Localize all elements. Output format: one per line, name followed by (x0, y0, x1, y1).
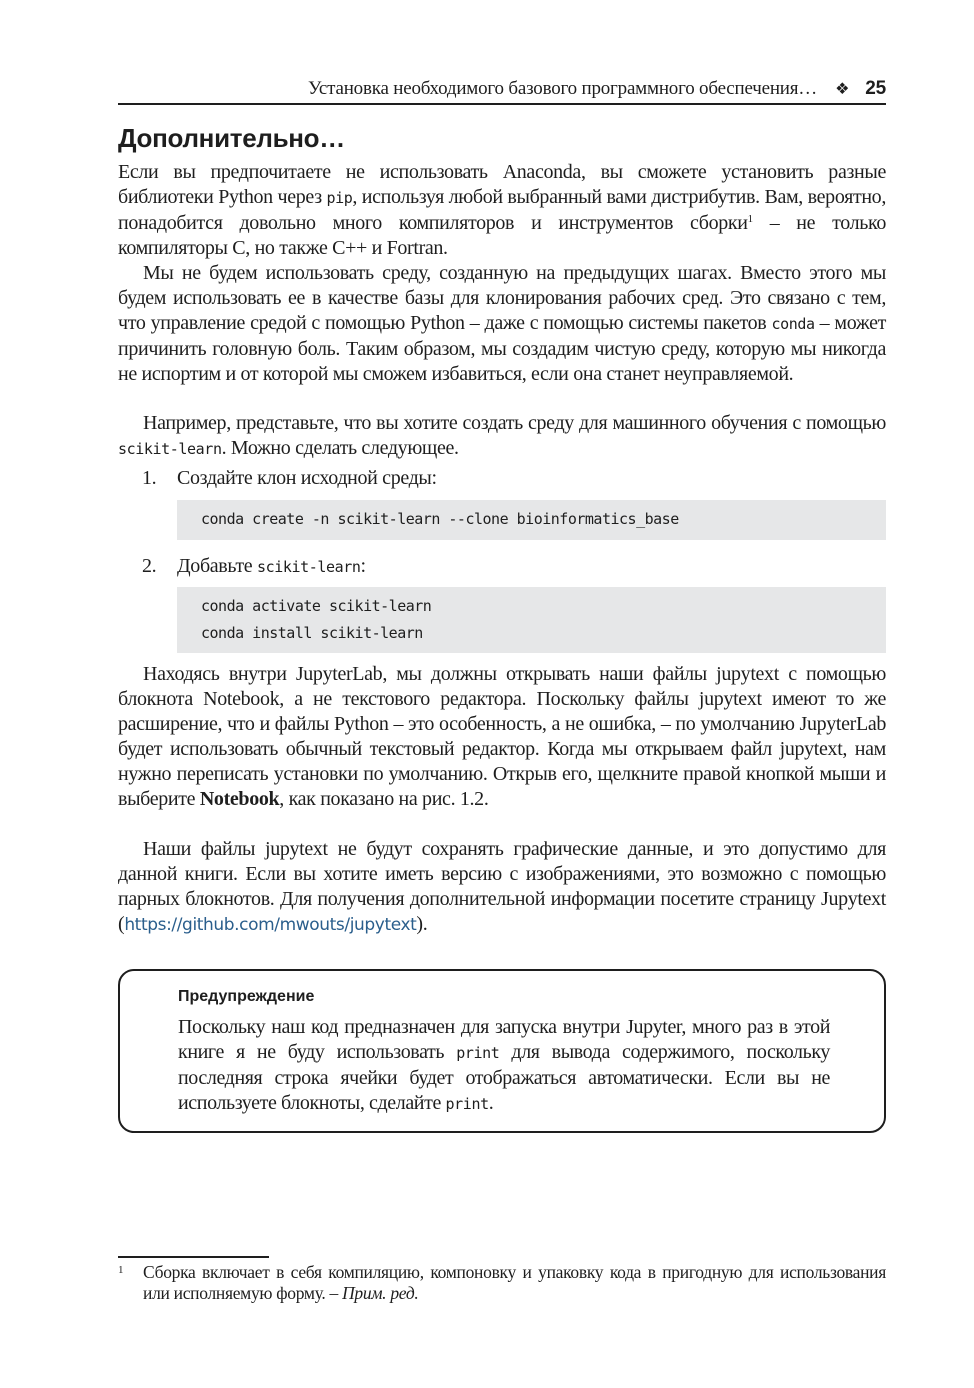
paragraph-text: – может причинить головную боль. Таким образом, мы создадим чистую среду, которую мы никогда не испортим и от которой мы сможем избавиться, если она станет неуправляемой. (118, 312, 887, 385)
paragraph-jupytext (118, 837, 886, 938)
code-line: conda create -n scikit-learn --clone bioinformatics_base (201, 510, 679, 528)
inline-code-scikit-learn: scikit-learn (118, 440, 222, 458)
editor-note: Прим. ред. (342, 1283, 419, 1303)
inline-code-print: print (445, 1095, 489, 1113)
page-number: 25 (865, 78, 886, 99)
paragraph-text: , используя любой выбранный вами дистрибутив. Вам, вероятно, понадобится довольно много компиляторов и инструментов сборки (118, 186, 886, 234)
warning-text (178, 1015, 830, 1117)
code-block-install[interactable] (177, 587, 886, 653)
step-number: 2. (142, 555, 157, 577)
section-title: Дополнительно… (118, 123, 345, 153)
jupytext-link[interactable]: https://github.com/mwouts/jupytext (124, 915, 417, 935)
running-head (118, 76, 886, 102)
footnote-reference[interactable]: 1 (747, 213, 753, 225)
step-number: 1. (142, 467, 157, 489)
paragraph-text: Мы не будем использовать среду, созданную на предыдущих шагах. Вместо этого мы будем использовать ее в качестве базы для клонирования рабочих сред. Это связано с тем, что управление средой с помощью Python – даже с помощью системы пакетов (118, 262, 886, 334)
paragraph-text: Находясь внутри JupyterLab, мы должны открывать наши файлы jupytext с помощью блокнота Notebook, а не текстового редактора. Поскольку файлы jupytext имеют то же расширение, что и файлы Python – это особенность, а не ошибка, – по умолчанию JupyterLab будет использовать обычный текстовый редактор. Когда мы открываем файл jupytext, нам нужно переписать установки по умолчанию. Открыв его, щелкните правой кнопкой мыши и выберите (118, 663, 886, 810)
footnote-mark: 1 (118, 1264, 124, 1276)
bold-term-notebook: Notebook (199, 788, 280, 810)
paragraph-clone-environment (118, 261, 886, 387)
warning-text-part: для вывода содержимого, поскольку последняя строка ячейки будет отображаться автоматически. Если вы не используете блокноты, сделайте (178, 1041, 830, 1114)
paragraph-text: Например, представьте, что вы хотите создать среду для машинного обучения с помощью (143, 412, 886, 434)
inline-code-conda: conda (771, 315, 815, 333)
footnote-rule (118, 1256, 269, 1258)
footnote (118, 1262, 886, 1304)
running-head-title: Установка необходимого базового программного обеспечения… (307, 78, 818, 99)
inline-code-pip: pip (326, 189, 353, 207)
paragraph-text: , как показано на рис. 1.2. (279, 788, 489, 810)
warning-text-part: . (488, 1092, 494, 1114)
code-line: conda install scikit-learn (201, 624, 423, 642)
step-text: Создайте клон исходной среды: (177, 467, 437, 489)
paragraph-jupyterlab (118, 662, 886, 812)
paragraph-ml-example (118, 411, 886, 462)
warning-box (118, 969, 886, 1133)
step-text-part: Добавьте (177, 555, 257, 577)
paragraph-anaconda-alternative (118, 160, 886, 261)
ornament-icon: ❖ (835, 79, 850, 98)
footnote-text (143, 1262, 886, 1304)
paragraph-text: – не только компиляторы C, но также C++ и Fortran. (118, 212, 886, 259)
step-text (177, 554, 366, 580)
paragraph-text: ). (416, 913, 428, 935)
header-rule (118, 103, 886, 105)
step-text-part: : (360, 555, 366, 577)
paragraph-text: . Можно сделать следующее. (221, 437, 459, 459)
paragraph-text: Наши файлы jupytext не будут сохранять графические данные, и это допустимо для данной книги. Если вы хотите иметь версию с изображениями, это возможно с помощью парных блокнотов. Для получения дополнительной информации посетите страницу Jupytext ( (118, 838, 886, 935)
warning-text-part: Поскольку наш код предназначен для запуска внутри Jupyter, много раз в этой книге я не буду использовать (178, 1016, 830, 1063)
code-line: conda activate scikit-learn (201, 597, 432, 615)
code-block-clone[interactable] (177, 500, 886, 540)
inline-code-scikit-learn: scikit-learn (256, 558, 361, 576)
warning-title: Предупреждение (178, 988, 315, 1005)
paragraph-text: Если вы предпочитаете не использовать Anaconda, вы сможете установить разные библиотеки Python через (118, 161, 886, 208)
footnote-text-part: Сборка включает в себя компиляцию, компоновку и упаковку кода в пригодную для использования или исполняемую форму. – (143, 1262, 886, 1303)
inline-code-print: print (456, 1044, 500, 1062)
